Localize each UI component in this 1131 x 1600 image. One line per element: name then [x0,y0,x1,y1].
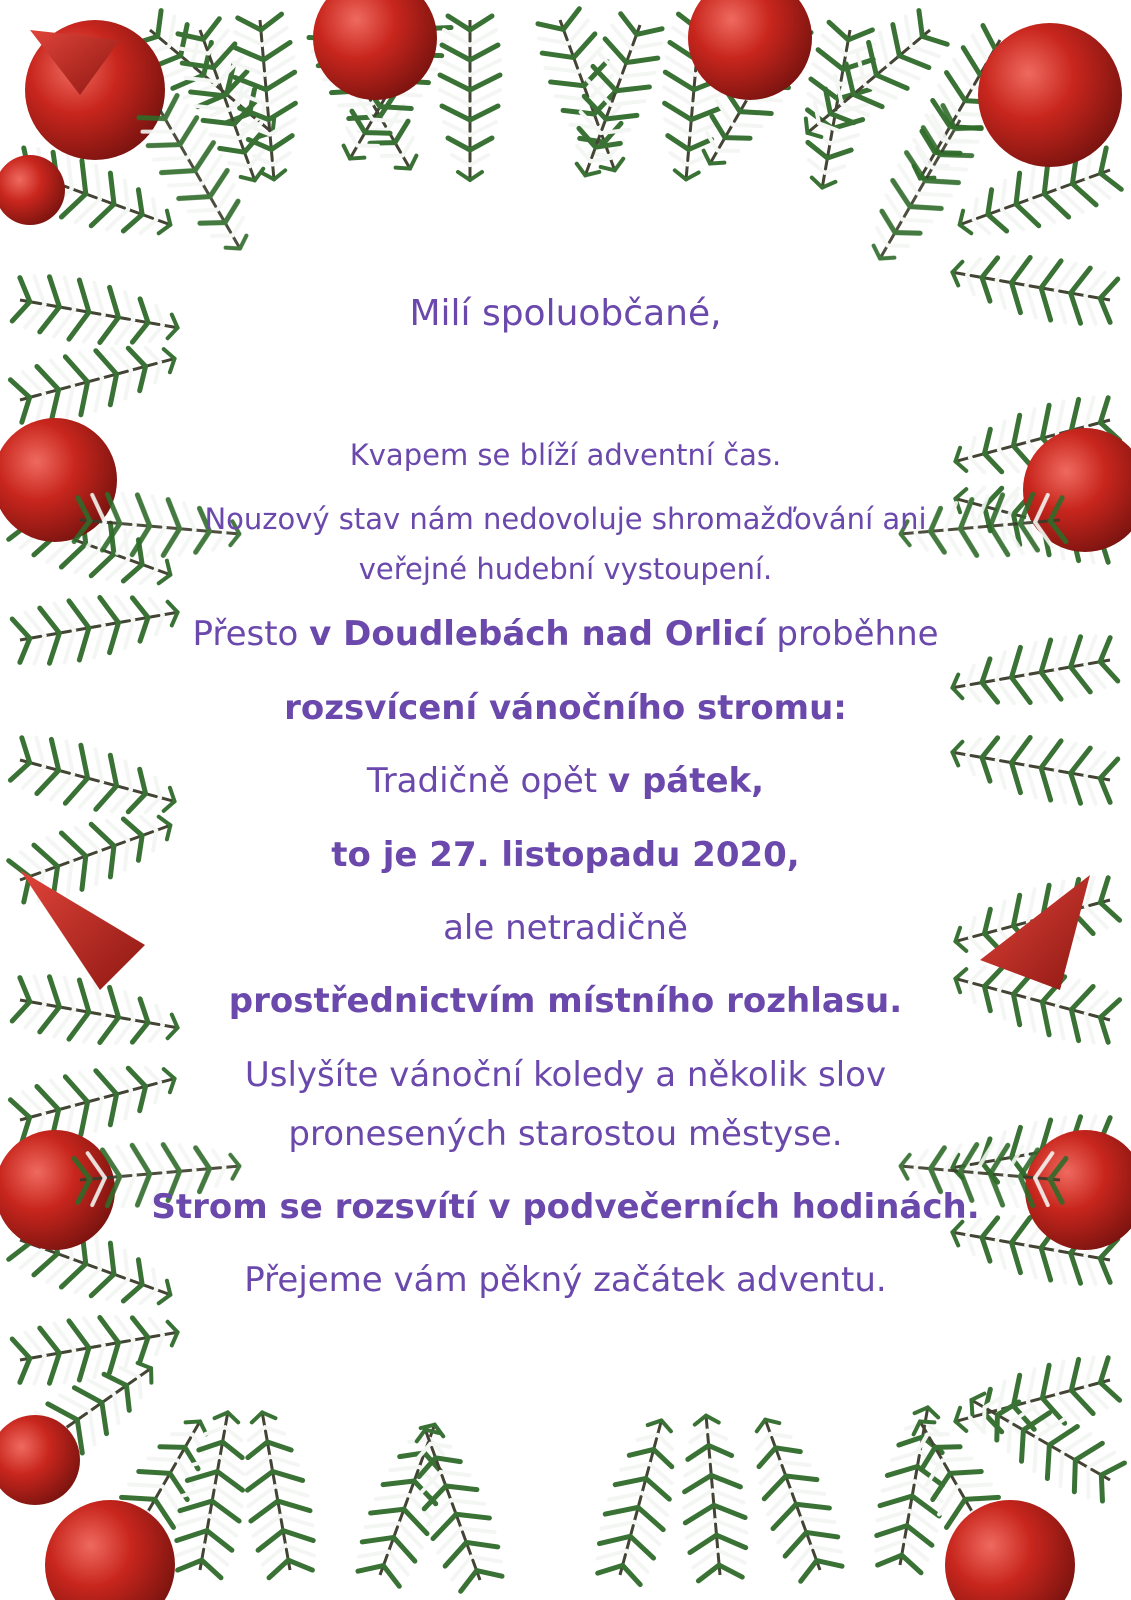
text-evening: Strom se rozsvítí v podvečerních hodinách. [151,1187,980,1227]
text-presto-c: proběhne [765,614,939,654]
text-radio: prostřednictvím místního rozhlasu. [228,981,903,1021]
text-emergency-2: veřejné hudební vystoupení. [358,552,773,586]
text-date: to je 27. listopadu 2020, [331,835,800,875]
text-traditional-day: v pátek, [607,761,765,801]
text-presto [150,614,981,654]
text-advent: Kvapem se blíží adventní čas. [349,438,782,472]
greeting: Milí spoluobčané, [409,293,722,334]
text-carols-1: Uslyšíte vánoční koledy a několik slov [244,1055,887,1095]
text-traditional [150,761,981,801]
text-wish: Přejeme vám pěkný začátek adventu. [244,1260,887,1300]
text-carols-2: pronesených starostou městyse. [288,1114,843,1154]
text-tree-lighting: rozsvícení vánočního stromu: [284,688,847,728]
text-presto-a: Přesto [192,614,310,654]
text-traditional-a: Tradičně opět [366,761,608,801]
text-untraditional: ale netradičně [443,908,688,948]
text-emergency-1: Nouzový stav nám nedovoluje shromažďování ani [204,502,927,536]
text-presto-place: v Doudlebách nad Orlicí [309,614,766,654]
letter-body [150,0,981,1600]
